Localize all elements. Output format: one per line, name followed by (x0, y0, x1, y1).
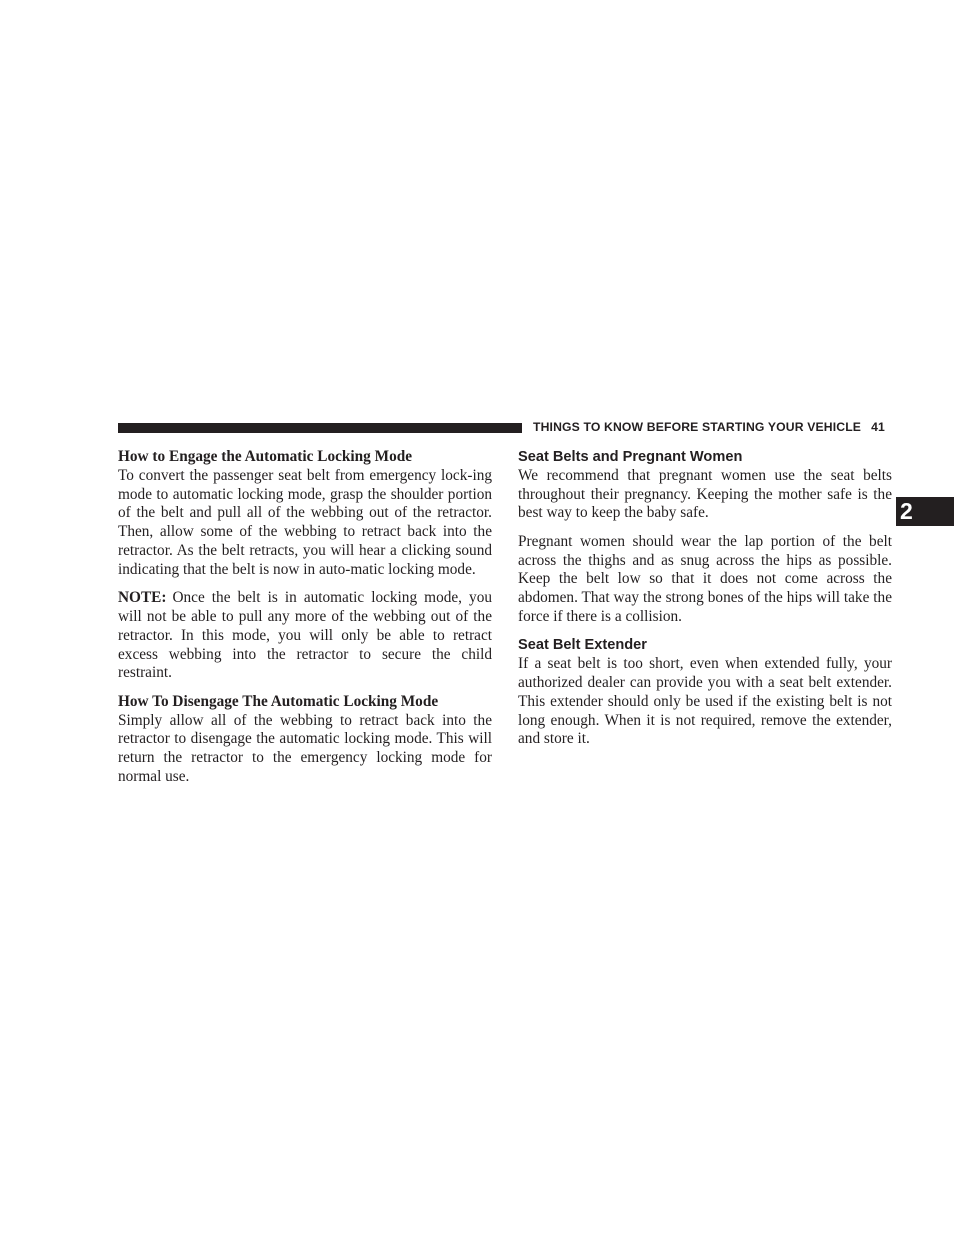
engage-paragraph: To convert the passenger seat belt from emergency lock-ing mode to automatic locking mode, grasp the shoulder portion of the belt and pull all of the webbing out of the retractor. Then, allow some of the webbing to retract back into the retractor. As the belt retracts, you will hear a clicking sound indicating that the belt is now in auto-matic locking mode. (118, 466, 492, 578)
pregnant-paragraph-1: We recommend that pregnant women use the seat belts throughout their pregnancy. Keeping the mother safe is the best way to keep the baby safe. (518, 466, 892, 522)
running-header (533, 420, 893, 434)
disengage-paragraph: Simply allow all of the webbing to retract back into the retractor to disengage the automatic locking mode. This will return the retractor to the emergency locking mode for normal use. (118, 711, 492, 785)
left-column (118, 448, 492, 796)
engage-heading: How to Engage the Automatic Locking Mode (118, 448, 413, 465)
note-label: NOTE: (118, 589, 167, 607)
pregnant-heading: Seat Belts and Pregnant Women (518, 449, 743, 465)
header-rule (118, 423, 522, 433)
pregnant-paragraph-2: Pregnant women should wear the lap portion of the belt across the thighs and as snug across the hips as possible. Keep the belt low so that it does not come across the abdomen. That way the strong bones of the hips will take the force if there is a collision. (518, 532, 892, 625)
right-column (518, 448, 892, 759)
note-text: Once the belt is in automatic locking mode, you will not be able to pull any more of the webbing out of the retractor. In this mode, you will only be able to retract excess webbing into the retractor to secure the child restraint. (118, 589, 492, 682)
note-paragraph (118, 589, 492, 683)
page-number: 41 (871, 420, 885, 434)
chapter-tab: 2 (896, 497, 954, 526)
disengage-heading: How To Disengage The Automatic Locking Mode (118, 692, 439, 710)
extender-heading: Seat Belt Extender (518, 637, 647, 654)
extender-paragraph: If a seat belt is too short, even when extended fully, your authorized dealer can provide you with a seat belt extender. This extender should only be used if the existing belt is not long enough. When it is not required, remove the extender, and store it. (518, 655, 892, 748)
section-title: THINGS TO KNOW BEFORE STARTING YOUR VEHICLE (533, 420, 862, 434)
